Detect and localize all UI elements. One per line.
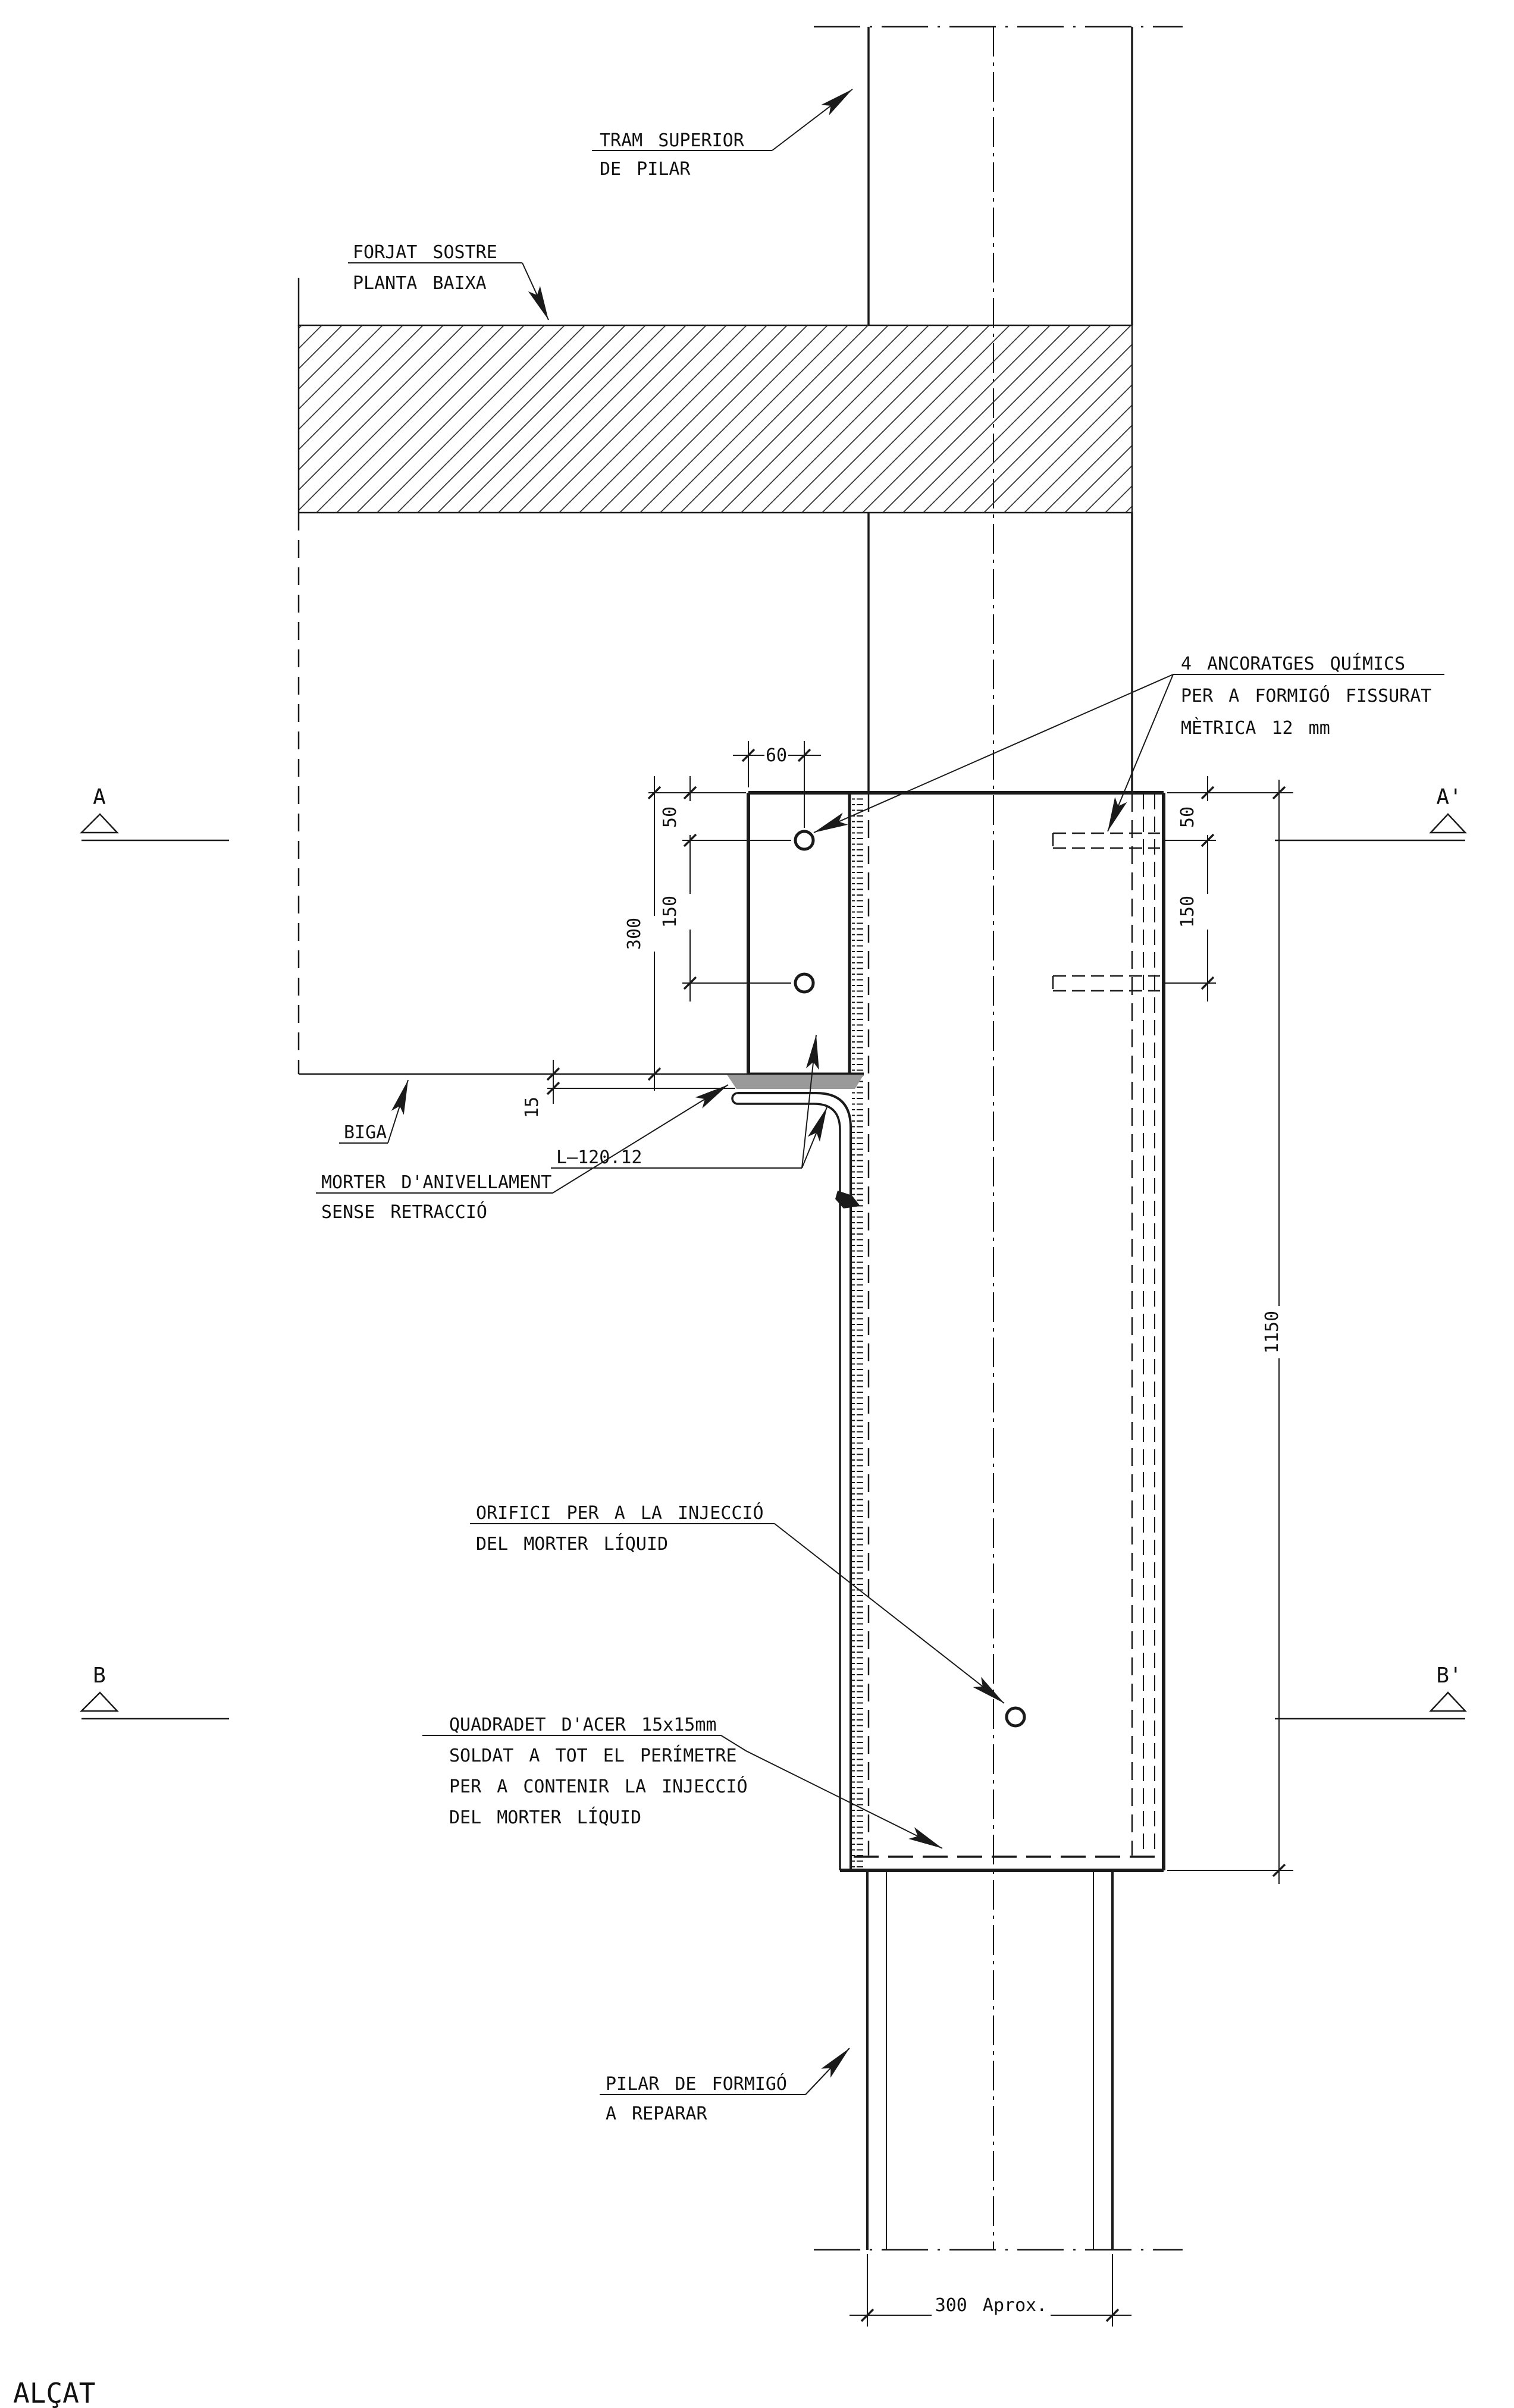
section-a-right bbox=[1275, 785, 1465, 840]
annotation-quadradet bbox=[422, 1715, 942, 1848]
leader bbox=[522, 263, 548, 320]
dim-60: 60 bbox=[765, 745, 788, 766]
section-b-right bbox=[1275, 1663, 1465, 1719]
annotation-ancoratges bbox=[814, 653, 1444, 833]
annotation-tram-superior bbox=[592, 89, 852, 180]
annotation-pilar bbox=[600, 2048, 850, 2124]
section-label-a: A bbox=[93, 785, 106, 809]
section-triangle-a-prime bbox=[1431, 814, 1465, 833]
angle-end-cap bbox=[732, 1093, 738, 1104]
annotation-forjat bbox=[348, 242, 548, 320]
section-a-left bbox=[82, 785, 229, 840]
label-morter-1: MORTER D'ANIVELLAMENT bbox=[321, 1172, 552, 1193]
levelling-mortar-bed bbox=[727, 1075, 864, 1089]
section-triangle-b-prime bbox=[1431, 1693, 1465, 1711]
angle-outer-face bbox=[738, 1093, 851, 1870]
label-biga: BIGA bbox=[344, 1122, 387, 1143]
angle-inner-face bbox=[738, 1104, 840, 1870]
dim-50-left: 50 bbox=[660, 806, 681, 828]
section-triangle-a bbox=[82, 814, 117, 833]
annotation-orifici bbox=[470, 1502, 1004, 1703]
label-morter-2: SENSE RETRACCIÓ bbox=[321, 1202, 487, 1223]
chemical-anchors-left bbox=[795, 831, 813, 992]
label-tram-superior-2: DE PILAR bbox=[600, 159, 691, 180]
label-orifici-2: DEL MORTER LÍQUID bbox=[476, 1534, 669, 1555]
anchor-bolt-bottom bbox=[795, 974, 813, 992]
injection-hole bbox=[1007, 1708, 1024, 1726]
dim-300-aprox: 300 Aprox. bbox=[935, 2295, 1048, 2316]
section-label-b-prime: B' bbox=[1436, 1663, 1462, 1688]
label-ancoratges-1: 4 ANCORATGES QUÍMICS bbox=[1181, 654, 1406, 674]
dim-150-right: 150 bbox=[1177, 895, 1198, 928]
annotation-biga bbox=[339, 1080, 408, 1143]
dim-1150: 1150 bbox=[1262, 1310, 1283, 1354]
leader bbox=[553, 1085, 728, 1193]
slab-hatch bbox=[299, 325, 1132, 513]
label-angle-profile: L—120.12 bbox=[556, 1147, 642, 1168]
steel-jacket bbox=[748, 793, 1164, 1870]
label-quadradet-2: SOLDAT A TOT EL PERÍMETRE bbox=[449, 1745, 737, 1766]
section-b-left bbox=[82, 1663, 229, 1719]
dim-50-right: 50 bbox=[1177, 806, 1198, 828]
label-tram-superior-1: TRAM SUPERIOR bbox=[600, 130, 744, 151]
label-ancoratges-3: MÈTRICA 12 mm bbox=[1181, 718, 1330, 739]
label-ancoratges-2: PER A FORMIGÓ FISSURAT bbox=[1181, 686, 1432, 707]
section-label-b: B bbox=[93, 1663, 106, 1688]
label-pilar-1: PILAR DE FORMIGÓ bbox=[606, 2074, 787, 2095]
leader-to-plate bbox=[802, 1035, 816, 1168]
leader bbox=[388, 1080, 408, 1143]
dim-300: 300 bbox=[624, 917, 645, 950]
label-quadradet-4: DEL MORTER LÍQUID bbox=[449, 1807, 642, 1828]
dim-150-left: 150 bbox=[660, 895, 681, 928]
section-label-a-prime: A' bbox=[1436, 785, 1462, 809]
label-orifici-1: ORIFICI PER A LA INJECCIÓ bbox=[476, 1503, 764, 1524]
label-quadradet-1: QUADRADET D'ACER 15x15mm bbox=[449, 1715, 717, 1735]
leader bbox=[772, 89, 852, 150]
lower-pillar bbox=[814, 1870, 1183, 2250]
view-title: ALÇAT bbox=[13, 2377, 96, 2408]
dim-15: 15 bbox=[522, 1096, 543, 1119]
leader bbox=[805, 2048, 850, 2095]
label-forjat-2: PLANTA BAIXA bbox=[353, 273, 487, 294]
annotation-angle-profile bbox=[551, 1035, 827, 1168]
label-pilar-2: A REPARAR bbox=[606, 2104, 707, 2124]
label-quadradet-3: PER A CONTENIR LA INJECCIÓ bbox=[449, 1776, 748, 1797]
floor-slab bbox=[299, 278, 1132, 513]
section-triangle-b bbox=[82, 1693, 117, 1711]
anchor-bolt-top bbox=[795, 831, 813, 849]
label-forjat-1: FORJAT SOSTRE bbox=[353, 242, 497, 263]
leader bbox=[721, 1735, 942, 1848]
weld-seam-ticks bbox=[852, 794, 863, 1869]
leader bbox=[775, 1524, 1004, 1703]
